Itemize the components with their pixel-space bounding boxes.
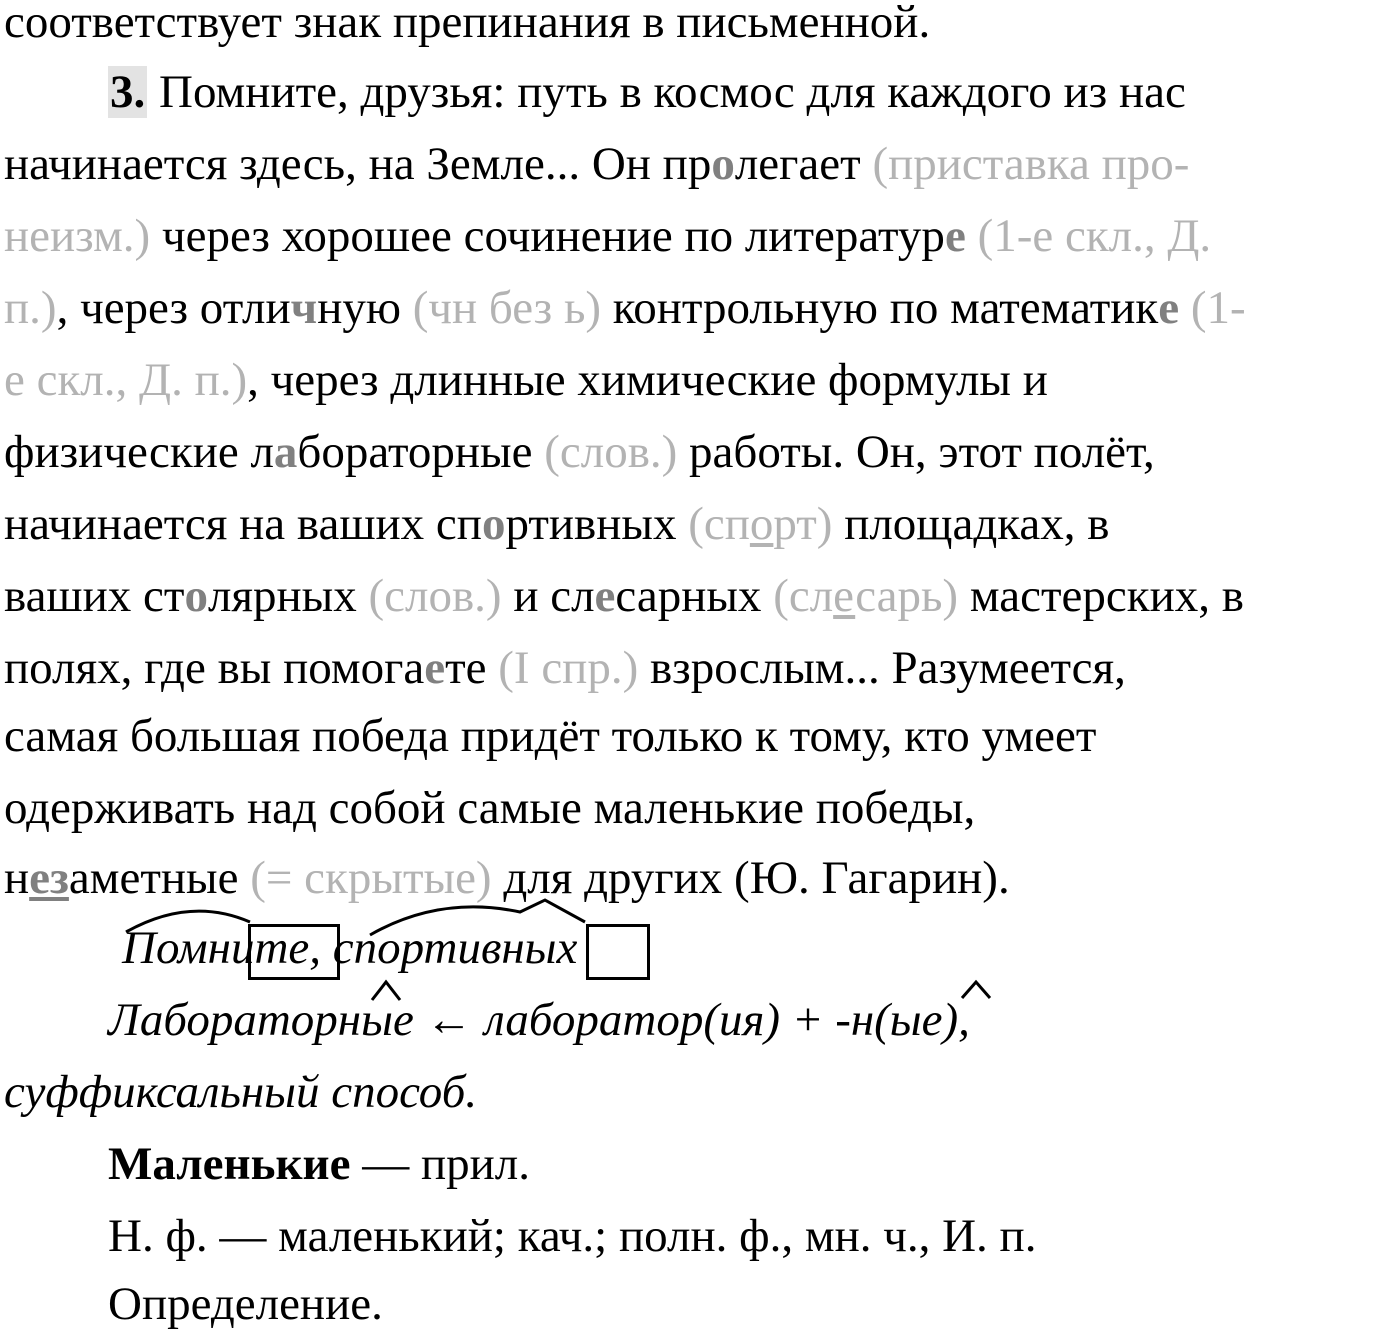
text-line-11 — [4, 706, 1096, 766]
highlighted-letter: е — [594, 570, 616, 622]
line-11-text: самая большая победа придёт только к тому, кто умеет — [4, 710, 1097, 762]
line-6-text-a: , через длинные химические формулы и — [247, 354, 1048, 406]
gray-note: сарь) — [855, 570, 959, 622]
line-13-text-c: для других (Ю. Гагарин). — [491, 852, 1010, 904]
gray-note: (сп — [688, 498, 750, 550]
line-10-text-c: взрослым... Разумеется, — [638, 642, 1126, 694]
line-10-text-a: полях, где вы помога — [4, 642, 425, 694]
derivation-text-1: Лабораторные ← лаборатор(ия) + -н(ые), — [108, 994, 970, 1046]
line-9-text-e: мастерских, в — [958, 570, 1244, 622]
line-2-text: Помните, друзья: путь в космос для каждого из нас — [159, 66, 1186, 118]
line-8-text-a: начинается на ваших сп — [4, 498, 482, 550]
text-line-12 — [4, 778, 975, 838]
pos-line — [108, 1134, 530, 1194]
line-5-text-b: ную — [317, 282, 413, 334]
line-10-text-b: те — [445, 642, 499, 694]
underlined-letter: о — [749, 498, 774, 550]
ending-box-ite — [248, 924, 340, 980]
highlighted-letter: е — [424, 642, 446, 694]
gray-note: (1-е скл., Д. — [965, 210, 1212, 262]
derivation-text-2: суффиксальный способ. — [4, 1066, 478, 1118]
text-line-13 — [4, 848, 1010, 908]
line-13-text-a: н — [4, 852, 30, 904]
highlighted-prefix: ез — [29, 852, 69, 904]
line-8-text-c: площадках, в — [832, 498, 1110, 550]
highlighted-letter: о — [184, 570, 208, 622]
line-5-text-a: , через отли — [56, 282, 291, 334]
gray-note: неизм.) — [4, 210, 151, 262]
line-9-text-b: лярных — [207, 570, 369, 622]
gray-note: (чн без ь) — [412, 282, 602, 334]
gray-note: е скл., Д. п.) — [4, 354, 248, 406]
text-line-9 — [4, 566, 1244, 626]
exercise-number: 3. — [110, 66, 146, 118]
text-line-7 — [4, 422, 1155, 482]
line-7-text-c: работы. Он, этот полёт, — [677, 426, 1155, 478]
line-9-text-c: и сл — [501, 570, 595, 622]
gray-note: (I спр.) — [498, 642, 639, 694]
nf-line — [108, 1206, 1036, 1266]
pos-rest: — прил. — [350, 1138, 530, 1190]
gray-note: (= скрытые) — [250, 852, 492, 904]
morph-comma: , — [309, 922, 322, 974]
line-7-text-a: физические л — [4, 426, 274, 478]
line-9-text-a: ваших ст — [4, 570, 185, 622]
text-line-2 — [108, 62, 1186, 122]
line-4-text-a: через хорошее сочинение по литератур — [150, 210, 945, 262]
line-13-text-b: аметные — [68, 852, 251, 904]
line-5-text-c: контрольную по математик — [601, 282, 1159, 334]
derivation-line-1 — [108, 990, 970, 1050]
line-9-text-d: сарных — [615, 570, 774, 622]
line-3-text-a: начинается здесь, на Земле... Он пр — [4, 138, 712, 190]
role-line — [108, 1274, 383, 1334]
text-line-1 — [4, 0, 930, 52]
nf-text: Н. ф. — маленький; кач.; полн. ф., мн. ч., И. п. — [108, 1210, 1037, 1262]
gray-note: (приставка про- — [872, 138, 1190, 190]
gray-note: (1- — [1179, 282, 1246, 334]
line-8-text-b: ртивных — [505, 498, 689, 550]
highlighted-letter: а — [273, 426, 298, 478]
highlighted-letter: ч — [290, 282, 318, 334]
highlighted-letter: о — [481, 498, 506, 550]
gray-note: (сл — [773, 570, 834, 622]
highlighted-letter: е — [1158, 282, 1180, 334]
line-3-text-b: легает — [734, 138, 873, 190]
highlighted-letter: о — [711, 138, 735, 190]
gray-note: (слов.) — [368, 570, 502, 622]
text-line-10 — [4, 638, 1126, 698]
underlined-letter: е — [833, 570, 856, 622]
role-text: Определение. — [108, 1278, 383, 1330]
line-12-text: одерживать над собой самые маленькие победы, — [4, 782, 976, 834]
line-7-text-b: бораторные — [297, 426, 545, 478]
text-line-5 — [4, 278, 1246, 338]
line-1-text: соответствует знак препинания в письменной. — [4, 0, 931, 48]
gray-note: п.) — [4, 282, 57, 334]
gray-note: рт) — [773, 498, 833, 550]
gray-note: (слов.) — [544, 426, 678, 478]
text-line-3 — [4, 134, 1189, 194]
text-line-6 — [4, 350, 1048, 410]
derivation-line-2 — [4, 1062, 477, 1122]
morph-word-sportivnyh: спортивных — [332, 922, 578, 974]
morpheme-analysis-line — [122, 918, 577, 978]
text-line-4 — [4, 206, 1211, 266]
text-line-8 — [4, 494, 1109, 554]
ending-box-yh — [586, 924, 650, 980]
pos-word: Маленькие — [108, 1138, 351, 1190]
morph-word-pomnite: Помните — [122, 922, 310, 974]
highlighted-letter: е — [944, 210, 966, 262]
